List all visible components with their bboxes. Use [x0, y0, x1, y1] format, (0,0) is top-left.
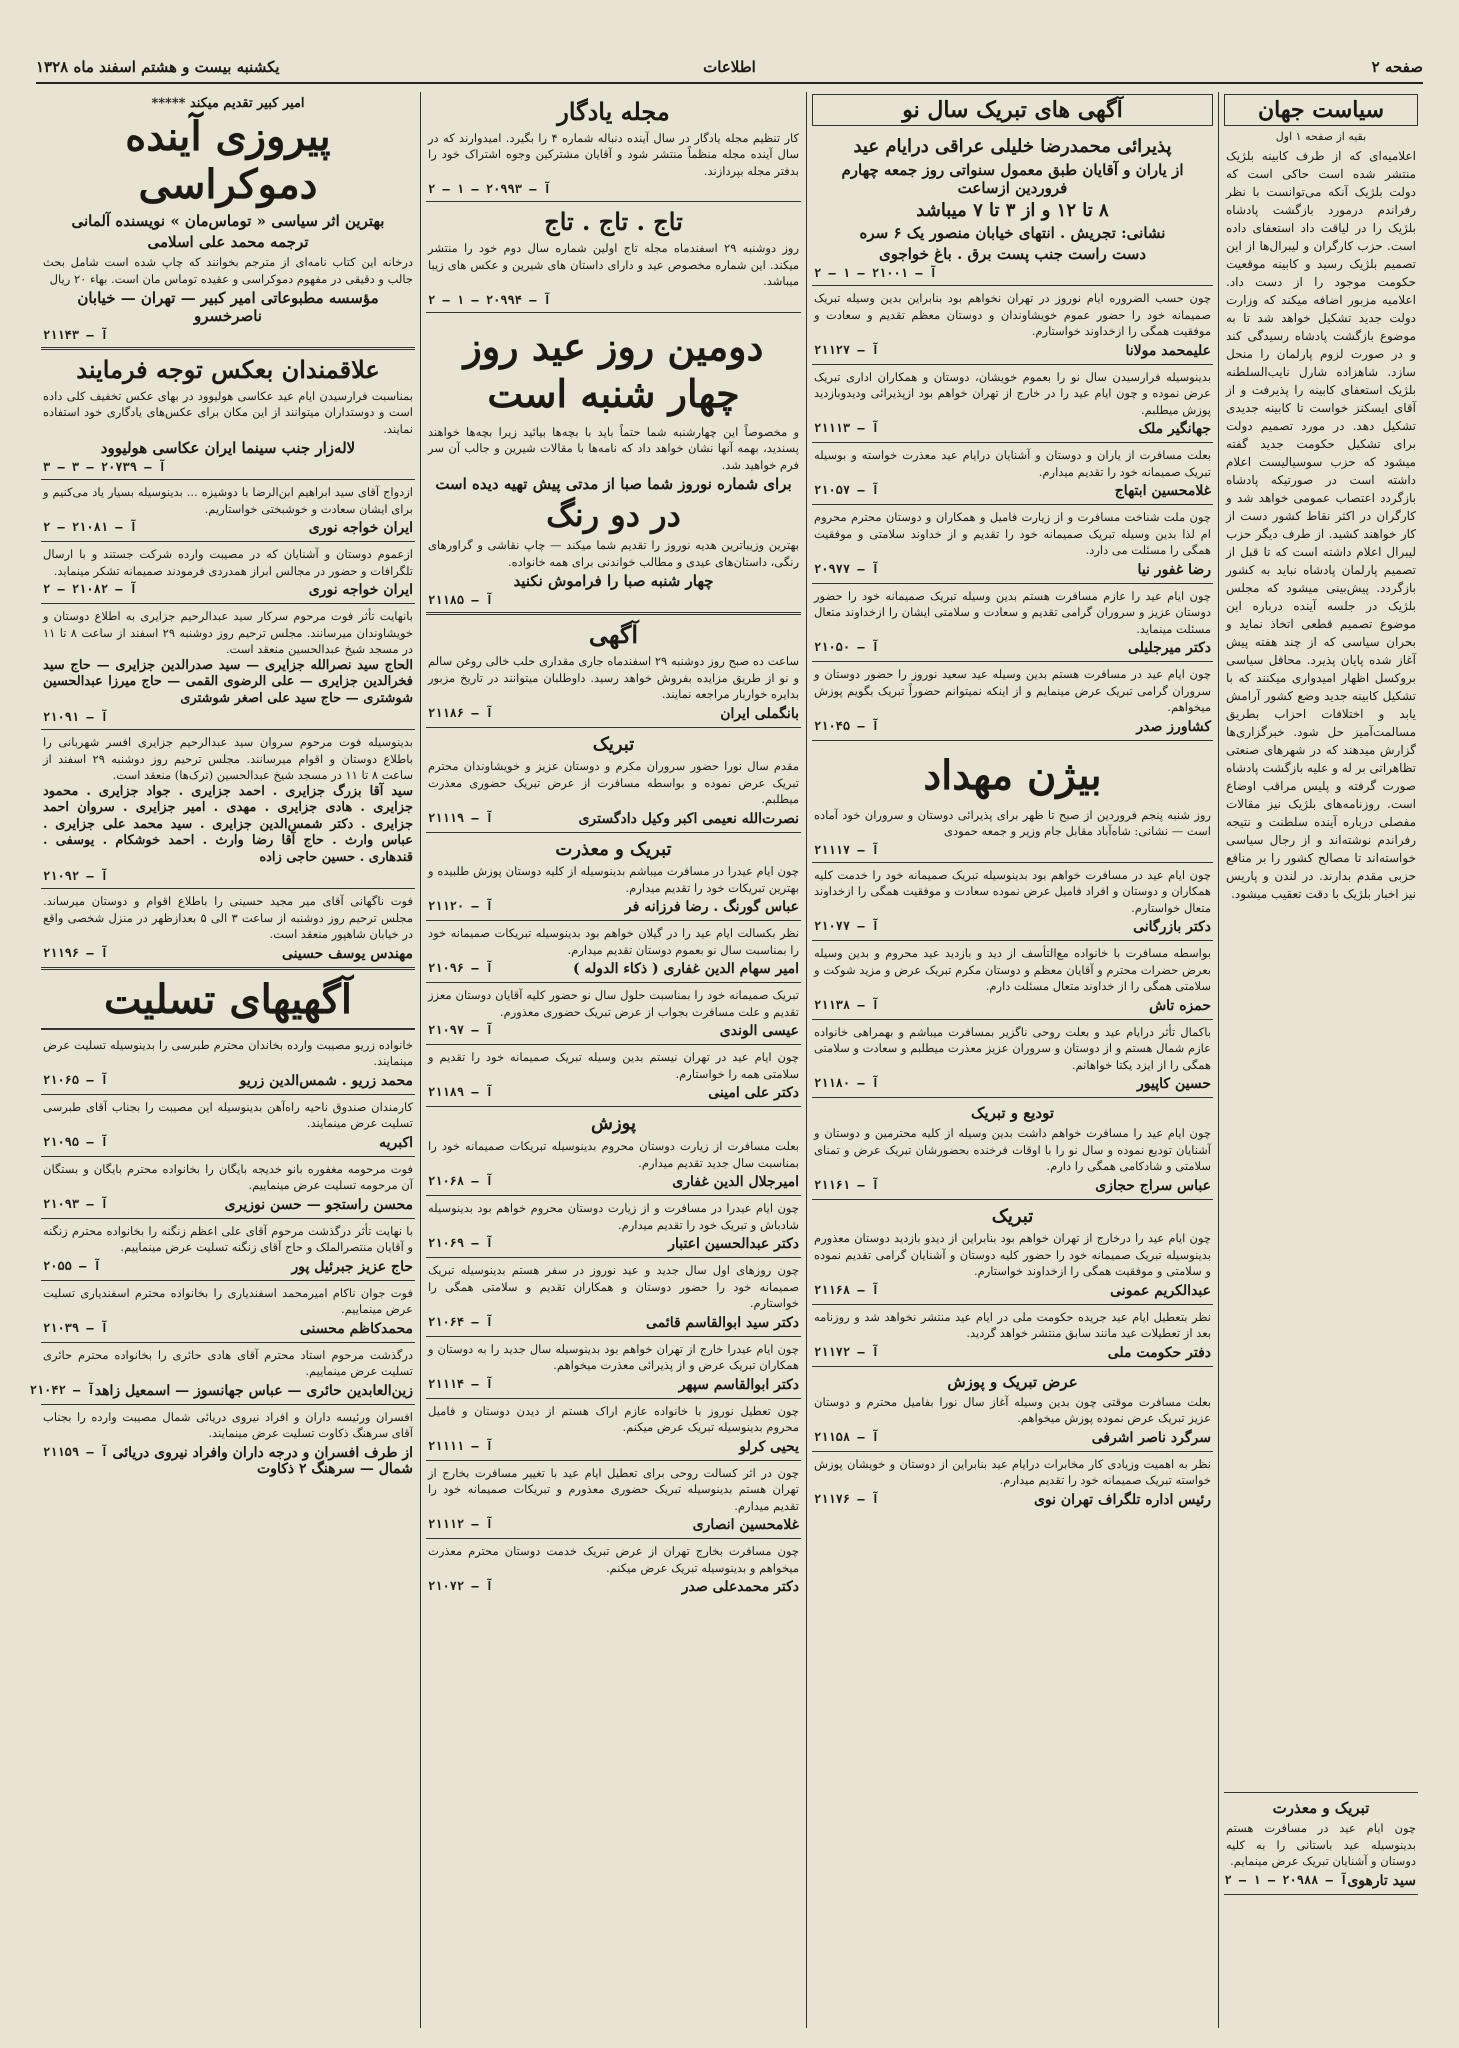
ad-magazine: [426, 92, 801, 202]
ad-number: آ — ۲۱۱۳۸: [814, 997, 880, 1012]
ad-number: آ — ۲۱۰۸۲ — ۲: [43, 582, 137, 597]
ad-number: آ — ۲۰۹۷۷: [814, 561, 880, 576]
ad-number: آ — ۲۱۱۹۶: [43, 945, 109, 960]
ad-number: آ — ۲۰۵۵: [43, 1258, 101, 1273]
ad-greeting: [812, 1367, 1213, 1452]
ad-announcement: [41, 542, 415, 604]
ad-signature: سید تارهوی: [1347, 1872, 1416, 1889]
ad-text: چون ایام عیدرا خارج از تهران خواهم بود بدینوسیله سال جدید را به دوستان و همکاران تبریک عرض و از پذیرائی معذرت میخواهم.: [428, 1341, 799, 1373]
ad-signature: حسین کاپیور: [1137, 1076, 1211, 1093]
ad-greeting: [812, 941, 1213, 1020]
column-world-politics: [1218, 92, 1423, 2028]
ad-number: آ — ۲۱۱۴۳: [43, 328, 109, 342]
ad-number: آ — ۲۱۱۸۰: [814, 1076, 880, 1091]
ad-signature: دکتر ابوالقاسم سپهر: [678, 1376, 799, 1393]
ad-number: آ — ۲۱۱۶۸: [814, 1282, 880, 1297]
ad-text: کارمندان صندوق ناحیه راه‌آهن بدینوسیله این مصیبت را بجناب آقای طبرسی تسلیت عرض مینمایند.: [43, 1099, 413, 1131]
ad-signature: دکتر سید ابوالقاسم قائمی: [646, 1314, 799, 1331]
ad-text: باکمال تأثر درایام عید و بعلت روحی ناگزیر بمسافرت میباشم و بهمراهی خانواده عازم شمال هستم و از دوستان و سروران عزیز معذرت میطلبم و سعادت و سلامتی همگی را از ایزد یکتا خواهانم.: [814, 1024, 1211, 1072]
ad-signature: عبدالکریم عمونی: [1110, 1282, 1211, 1299]
ad-signature: مهندس یوسف حسینی: [282, 945, 413, 962]
ad-text: روز دوشنبه ۲۹ اسفندماه مجله تاج اولین شماره سال دوم خود را منتشر میکند. این شماره مخصوص عید و دارای داستان های شیرین و عکس های زیبا میباشد.: [428, 241, 799, 289]
ad-text: نظر بکسالت ایام عید را در گیلان خواهم بود بدینوسیله تبریکات صمیمانه خود را بمناسبت سال نو بعموم دوستان تقدیم میدارم.: [428, 926, 799, 957]
ad-signature: محمد زریو . شمس‌الدین زریو: [239, 1072, 413, 1089]
article-text: اعلامیه‌ای که از طرف کابینه بلژیک منتشر شده است حاکی است که دولت بلژیک آنکه می‌توانست با نظر رفراندم درمورد بازگشت پادشاه بلژیک را در لیاقت داد استعفای داده است. حزب کارگران و لیبرال‌ها از این تصمیم بلژیک رسید و کابینه موقعیت حکومت موجود را از دست داد. اعلامیه مزبور اضافه میکند که وزارت دولت جدید تشکیل خواهد شد تا به موضوع بازگشت پادشاه رسیدگی کند و در صورت لزوم پارلمان را منحل سازد. شاهزاده شارل نایب‌السلطنه بلژیک استعفای کابینه را پذیرفت و از آقای ایسکنز خواست تا کابینه جدیدی تشکیل دهد. در مورد تصمیم دولت برای تشکیل حکومت جدید گفته میشود که حزب سوسیالیست اعلام داشته است در صورتیکه پادشاه بازگردد اعتصاب عمومی خواهد شد و کارگران در اکثر نقاط کشور دست از کار خواهند کشید. از طرف دیگر حزب لیبرال اعلام داشته است که تا قبل از تصمیم پارلمان پادشاه نباید به کشور بازگردد. پیش‌بینی میشود که مجلس بلژیک در جلسه آینده درباره این موضوع تصمیم قطعی اتخاذ نماید و بحران سیاسی که از چند هفته پیش آغاز شده پایان پذیرد. محافل سیاسی بروکسل اظهار امیدواری میکنند که با تشکیل کابینه جدید وضع کشور آرامش یابد و اختلافات احزاب بطریق مسالمت‌آمیز حل شود. خبرگزاری‌ها گزارش میدهند که در شهرهای صنعتی تظاهراتی بر له و علیه بازگشت پادشاه صورت گرفته و پلیس مراقب اوضاع است. روزنامه‌های بلژیک نیز مقالات مفصلی درباره آینده سلطنت و نتیجه رفراندم نوشته‌اند و از رجال سیاسی خواسته‌اند تا مصالح کشور را بر منافع حزبی مقدم بدارند. در لندن و پاریس نیز اخبار بلژیک با دقت تعقیب میشود.: [1226, 149, 1416, 901]
ad-signature: جهانگیر ملک: [1138, 421, 1211, 438]
ad-greeting: [426, 1539, 801, 1600]
ad-number: آ — ۲۱۱۱۳: [814, 421, 880, 436]
ad-text: بانهایت تأثر فوت مرحوم سرکار سید عبدالرحیم جزایری به اطلاع دوستان و خویشاوندان میرسانند. مجلس ترحیم روز دوشنبه ۲۹ اسفند از ساعت ۸ تا ۱۱ در مسجد شیخ عبدالحسین منعقد است.: [43, 609, 414, 657]
ad-title: آگهی: [588, 620, 639, 650]
ad-text: چون ایام عید را عازم مسافرت هستم بدین وسیله تبریک صمیمانه خود را حضور دوستان عزیز و سروران گرامی تقدیم و سعادت و سلامتی ایشان را ازخداوند متعال مسئلت مینماید.: [814, 588, 1211, 636]
ad-signature: دکتر علی امینی: [708, 1085, 799, 1102]
ad-text: چون ملت شناخت مسافرت و از زیارت فامیل و همکاران و دوستان محترم محروم ام لذا بدین وسیله تبریک صمیمانه خود را تقدیم و از خداوند سلامتی و موفقیت همگی را مسئلت می دارد.: [814, 510, 1211, 558]
ad-greeting: [812, 863, 1213, 942]
ad-signature: یحیی کرلو: [739, 1438, 799, 1455]
ad-signature: دکتر عبدالحسین اعتبار: [668, 1236, 799, 1253]
columns: [29, 92, 1423, 2028]
column-greetings: [806, 92, 1218, 2028]
ad-magazine: [426, 202, 801, 312]
ad-condolence: [29, 1343, 415, 1405]
ad-signature: زین‌العابدین حائری — عباس جهانسوز — اسمعیل زاهد: [94, 1382, 413, 1399]
ad-number: آ — ۲۱۰۸۱ — ۲: [43, 520, 137, 535]
ad-number: آ — ۲۰۹۸۸ — ۱ — ۲: [1224, 1872, 1348, 1887]
masthead: [36, 56, 1423, 84]
ad-title: تبریک: [592, 733, 635, 755]
ad-text: کار تنظیم مجله یادگار در سال آینده دنباله شماره ۴ را بگیرد. امیدوارند که در سال آینده مجله منظماً منتشر شود و آقایان مشترکین وجوه اشتراک خود را بدفتر مجله بپردازند.: [428, 130, 799, 178]
ad-text: و مخصوصاً این چهارشنبه شما حتماً باید با بچه‌ها بیائید زیرا بچه‌ها خواهند پسندید، بهمه آنها نشان خواهد داد که نامه‌ها با مقالات شیرین و جالب آن سر فرم خواهید شد.: [428, 424, 799, 472]
ad-text: چون حسب الضروره ایام نوروز در تهران نخواهم بود بنابراین بدین وسیله تبریک صمیمانه خود را حضور عموم خویشاوندان و دوستان معظم تقدیم و سعادت و موفقیت همگی را ازخداوند خواستارم.: [814, 291, 1211, 339]
ad-text: بدینوسیله فوت مرحوم سروان سید عبدالرحیم جزایری افسر شهربانی را باطلاع دوستان و اقوام میرسانند. مجلس ترحیم روز دوشنبه ۲۹ اسفند از ساعت ۸ تا ۱۱ در مسجد شیخ عبدالحسین (ترک‌ها) منعقد است.: [43, 735, 413, 783]
ad-signature: غلامحسین انصاری: [692, 1517, 799, 1534]
ad-line: از یاران و آقایان طبق معمول سنواتی روز جمعه چهارم فروردین ازساعت: [841, 160, 1184, 197]
ad-text: روز شنبه پنجم فروردین از صبح تا ظهر برای پذیرائی دوستان و سروران خود آماده است — نشانی: شاه‌آباد مقابل جام وزیر و جمعه حمودی: [814, 807, 1211, 839]
ad-number: آ — ۲۱۰۹۳: [43, 1196, 109, 1211]
ad-greeting: [812, 1020, 1213, 1099]
ad-greeting: [426, 1196, 801, 1258]
ad-signature: حاج عزیز جبرئیل پور: [291, 1258, 413, 1275]
ad-number: آ — ۲۱۱۲۷: [814, 342, 880, 357]
ad-signature: دکتر میرجلیلی: [1128, 640, 1211, 657]
ad-signature: محمدکاظم محسنی: [299, 1320, 413, 1337]
ad-number: آ — ۲۰۹۹۳ — ۱ — ۲: [428, 182, 551, 197]
ad-greeting: [426, 1399, 801, 1461]
ad-greeting: [812, 505, 1213, 584]
ad-signature: سرگرد ناصر اشرفی: [1091, 1429, 1211, 1446]
ad-obituary: [41, 604, 415, 730]
ad-greeting: [426, 1045, 801, 1107]
section-title: سیاست جهان: [1224, 94, 1418, 126]
banner-name: بیژن مهداد: [923, 751, 1102, 799]
book-subtitle: بهترین اثر سیاسی « توماس‌مان » نویسنده آلمانی: [71, 212, 385, 230]
ad-number: آ — ۲۰۹۹۴ — ۱ — ۲: [428, 292, 551, 307]
publisher: مؤسسه مطبوعاتی امیر کبیر — تهران — خیابان ناصرخسرو: [77, 289, 379, 325]
ad-text: نظر به اهمیت وزیادی کار مخابرات درایام عید بنابراین از دوستان و خویشان پوزش خواسته تبریک صمیمانه خود را تقدیم میدارم.: [814, 1456, 1211, 1488]
ad-title: تبریک و معذرت: [555, 838, 672, 860]
ad-reception: [812, 130, 1213, 286]
ad-text: چون مسافرت بخارج تهران از عرض تبریک خدمت دوستان محترم معذرت میخواهم و بدینوسیله تبریک عرض میکنم.: [428, 1544, 799, 1575]
ad-text: چون ایام عید در مسافرت خواهم بود بدینوسیله تبریک صمیمانه خود را خدمت کلیه همکاران و دوستان و افراد فامیل عرض نموده سعادت و موفقیت همگی را ازخداوند متعال خواستارم.: [814, 867, 1211, 915]
ad-signature: دکتر محمدعلی صدر: [681, 1579, 799, 1596]
ad-text: خانواده زریو مصیبت وارده بخاندان محترم طبرسی را بدینوسیله تسلیت عرض مینمایند.: [43, 1037, 413, 1069]
ad-signature: سید آقا بزرگ جزایری . احمد جزایری . جواد جزایری . محمود جزایری . هادی جزایری . مهدی . امیر جزایری . سروان احمد جزایری . دکتر شمس‌الدین جزایری . سید محمد علی جزایری . عباس وارث . حاج آقا رضا وارث . احمد خوشکام . یوسفی . قندهاری . حسین حاجی زاده: [43, 783, 413, 865]
ad-signature: محسن راستجو — حسن نوزیری: [224, 1196, 413, 1213]
ad-number: آ — ۲۱۱۶۱: [814, 1177, 880, 1192]
ad-signature: نصرت‌الله نعیمی اکبر وکیل دادگستری: [578, 810, 799, 827]
ad-title: پوزش: [591, 1113, 636, 1135]
ad-text: بواسطه مسافرت با خانواده مع‌التأسف از دید و بازدید عید محروم و بدین وسیله بعرض حضرات محترم و آقایان معظم و دوستان مکرم تبریک عرض و مزید شوکت و سلامتی همگی را از خداوند متعال مسئلت دارم.: [814, 946, 1211, 994]
ad-text: ساعت ده صبح روز دوشنبه ۲۹ اسفندماه جاری مقداری حلب خالی روغن سالم و نو از طریق مزایده بفروش خواهد رسید. داوطلبان میتوانند در تاریخ مزبور بدایره خواربار مراجعه نمایند.: [428, 654, 799, 702]
ad-text: درخانه این کتاب نامه‌ای از مترجم بخوانند که چاپ شده است شامل بحث جالب و دقیقی در مفهوم دموکراسی و عقیده توماس مان است. بهاء ۲۰ ریال: [43, 255, 413, 286]
ad-signature: امیرجلال الدین غفاری: [672, 1174, 799, 1191]
ad-greeting: [426, 921, 801, 983]
ad-greeting: [426, 833, 801, 922]
ad-number: آ — ۲۱۰۷۲: [428, 1579, 494, 1594]
ad-text: تبریک صمیمانه خود را بمناسبت حلول سال نو حضور کلیه آقایان دوستان معزز تقدیم و علت مسافرت بجواب از عرض تبریک حضوری معذورم.: [428, 988, 799, 1019]
ad-text: فوت جوان ناکام امیرمحمد اسفندیاری را بخانواده محترم اسفندیاری تسلیت عرض مینماییم.: [43, 1285, 413, 1317]
ad-number: آ — ۲۱۱۱۱: [428, 1438, 494, 1453]
ad-signature: دکتر بازرگانی: [1133, 919, 1211, 936]
column-books-obituaries: [29, 92, 420, 2028]
ad-number: آ — ۲۱۰۹۲: [43, 869, 109, 884]
ad-banner: [812, 741, 1213, 863]
ad-line: نشانی: تجریش . انتهای خیابان منصور یک ۶ سره: [859, 224, 1166, 243]
ad-condolence: [41, 1033, 415, 1095]
ad-number: آ — ۲۱۰۹۵: [43, 1134, 109, 1149]
ad-number: آ — ۲۱۰۶۴: [428, 1314, 494, 1329]
ad-text: ازعموم دوستان و آشنایان که در مصیبت وارده شرکت جستند و با ارسال تلگرافات و حضور در مجالس ابراز همدردی فرمودند صمیمانه تشکر مینماید.: [43, 547, 413, 578]
ad-text: بعلت مسافرت از یاران و دوستان و آشنایان درایام عید معذرت خواسته و بوسیله تبریک صمیمانه خود را تقدیم میدارم.: [814, 448, 1211, 479]
ad-signature: عباس گورنگ . رضا فرزانه فر: [624, 899, 799, 916]
ad-signature: عباس سراج حجازی: [1095, 1177, 1211, 1194]
ad-text: بعلت مسافرت از زیارت دوستان محروم بدینوسیله تبریکات صمیمانه خود را بمناسبت سال جدید تقدیم میدارم.: [428, 1139, 799, 1170]
ad-signature: از طرف افسران و درجه داران وافراد نیروی دریائی شمال — سرهنگ ۲ ذکاوت: [112, 1444, 413, 1477]
ad-greeting: [1224, 1793, 1418, 1895]
column-center: [420, 92, 806, 2028]
ad-title: تبریک و معذرت: [1272, 1799, 1370, 1817]
ad-text: چون تعطیل نوروز با خانواده عازم اراک هستم از دیدن دوستان و فامیل محروم بدینوسیله تبریک عرض میکنم.: [428, 1403, 799, 1435]
page-number: صفحه ۲: [1371, 58, 1423, 76]
ad-number: آ — ۲۱۰۷۷: [814, 919, 880, 934]
book-translator: ترجمه محمد علی اسلامی: [147, 233, 309, 251]
ad-notice: [426, 615, 801, 727]
ad-number: آ — ۲۱۰۹۷: [428, 1023, 494, 1038]
ad-text: چون ایام عیدرا در مسافرت میباشم بدینوسیله از کلیه دوستان پوزش طلبیده و بهترین تبریکات خود را تقدیم میدارم.: [428, 864, 799, 895]
ad-title: مجله یادگار: [557, 97, 670, 126]
ad-greeting: [812, 662, 1213, 741]
newspaper-name: اطلاعات: [703, 58, 756, 76]
article-body: [1224, 143, 1418, 1793]
ad-text: فوت ناگهانی آقای میر مجید حسینی را باطلاع اقوام و دوستان میرساند. مجلس ترحیم روز دوشنبه از ساعت ۳ الی ۵ بعدازظهر در منزل شخصی واقع در خیابان شاهپور منعقد است.: [43, 894, 413, 942]
ad-condolence: [41, 1157, 415, 1219]
ad-number: آ — ۲۱۰۵۰: [814, 640, 880, 655]
ad-greeting: [426, 1258, 801, 1337]
ad-number: آ — ۲۱۱۸۶: [428, 705, 494, 720]
ad-title: تاج . تاج . تاج: [544, 207, 683, 237]
condolence-section-title: آگهیهای تسلیت: [41, 972, 415, 1030]
ad-number: آ — ۲۱۰۹۶: [428, 961, 494, 976]
ad-text: نظر بتعطیل ایام عید جریده حکومت ملی در ایام عید منتشر نخواهد شد و روزنامه بعد از تعطیلات عید مانند سابق منتشر خواهد گردید.: [814, 1309, 1211, 1341]
section-header: آگهی های تبریک سال نو: [812, 94, 1213, 126]
ad-text: بمناسبت فرارسیدن ایام عید عکاسی هولیوود در بهای عکس تخفیف کلی داده است و دوستداران میتوانند از این مکان برای عکس‌های یادگاری خود استفاده نمایند.: [43, 388, 413, 436]
ad-title: علاقمندان بعکس توجه فرمایند: [76, 355, 380, 384]
ad-text: ازدواج آقای سید ابراهیم ابن‌الرضا با دوشیزه ... بدینوسیله بسیار یاد می‌کنیم و برای ایشان سعادت و خوشبختی خواستاریم.: [43, 485, 413, 516]
ad-condolence: [41, 1095, 415, 1157]
ad-greeting: [426, 728, 801, 833]
ad-greeting: [812, 1200, 1213, 1305]
ad-signature: امیر سهام الدین غفاری ( ذکاء الدوله ): [572, 961, 799, 978]
ad-text: بدینوسیله فرارسیدن سال نو را بعموم خویشان، دوستان و همکاران اداری تبریک عرض نموده و چون ایام عید را در خارج از تهران خواهم بود ازپذیرائی ودیدوبازدید پوزش میطلبم.: [814, 369, 1211, 417]
ad-number: آ — ۲۱۱۵۸: [814, 1429, 880, 1444]
ad-text: بعلت مسافرت موقتی چون بدین وسیله آغاز سال نورا بفامیل محترم و دوستان عزیز تبریک عرض نموده پوزش میخواهم.: [814, 1394, 1211, 1426]
ad-greeting: [426, 1461, 801, 1540]
ad-number: آ — ۲۱۰۵۷: [814, 483, 880, 498]
ad-number: آ — ۲۱۱۱۷: [814, 842, 880, 857]
ad-text: درگذشت مرحوم استاد محترم آقای هادی حائری را بخانواده محترم حائری تسلیت عرض مینماییم.: [43, 1347, 413, 1379]
ad-signature: ایران خواجه نوری: [308, 582, 413, 599]
ad-signature: الحاج سید نصرالله جزایری — سید صدرالدین جزایری — حاج سید فخرالدین جزایری — علی الرضوی القمی — حاج میرزا عبدالحسین شوشتری — حاج سید علی اصغر شوشتری: [43, 657, 413, 706]
ad-greeting: [812, 584, 1213, 663]
ad-obituary: [41, 730, 415, 889]
ad-signature: ایران خواجه نوری: [308, 520, 413, 537]
ad-greeting: [812, 365, 1213, 444]
ad-greeting: [426, 983, 801, 1045]
ad-number: آ — ۲۱۰۰۱ — ۱ — ۲: [814, 266, 937, 281]
ad-greeting: [812, 1452, 1213, 1513]
publisher-tagline: امیر کبیر تقدیم میکند *****: [151, 96, 305, 111]
ad-text: چون ایام عید در مسافرت هستم بدینوسیله عید باستانی را به کلیه دوستان و آشنایان تبریک عرض مینمایم.: [1226, 1821, 1416, 1868]
ad-signature: اکبریه: [379, 1134, 413, 1151]
ad-signature: عیسی الوندی: [719, 1023, 799, 1040]
ad-text: افسران ورئیسه داران و افراد نیروی دریائی شمال مصیبت وارده را بجناب آقای سرهنگ ذکاوت تسلیت عرض مینمایند.: [43, 1409, 413, 1441]
ad-signature: علیمحمد مولانا: [1125, 342, 1211, 359]
ad-text: با نهایت تأثر درگذشت مرحوم آقای علی اعظم زنگنه را بخانواده محترم زنگنه و آقایان منتصرالملک و حاج آقای زنگنه تسلیت عرض مینماییم.: [43, 1223, 413, 1255]
ad-obituary: [41, 889, 415, 970]
issue-date: یکشنبه بیست و هشتم اسفند ماه ۱۳۲۸: [36, 58, 280, 76]
ad-signature: دفتر حکومت ملی: [1107, 1344, 1211, 1361]
ad-greeting: [426, 1107, 801, 1196]
ad-number: آ — ۲۱۰۹۱: [43, 710, 109, 725]
ad-title: تودیع و تبریک: [970, 1104, 1055, 1123]
ad-number: آ — ۲۱۱۷۶: [814, 1491, 880, 1506]
banner-headline: دومین روز عید روز چهار شنبه است: [463, 323, 764, 417]
ad-line: ۸ تا ۱۲ و از ۳ تا ۷ میباشد: [916, 199, 1109, 221]
ad-signature: لاله‌زار جنب سینما ایران عکاسی هولیوود: [100, 439, 356, 458]
book-title: پیروزی آینده دموکراسی: [125, 113, 331, 208]
ad-text: مقدم سال نورا حضور سروران مکرم و دوستان عزیز و خویشاوندان محترم تبریک عرض نموده و بواسطه مسافرت از عرض تبریک حضوری معذرت میطلبم.: [428, 759, 799, 807]
ad-saba: [426, 313, 801, 616]
ad-number: آ — ۲۱۰۴۲: [29, 1382, 95, 1397]
ad-number: آ — ۲۱۱۵۹: [43, 1444, 109, 1459]
ad-number: آ — ۲۱۰۶۸: [428, 1174, 494, 1189]
ad-text: چون ایام عید در مسافرت هستم بدین وسیله عید سعید نوروز را حضور دوستان و سروران گرامی تبریک عرض مینمایم و از اینکه نمیتوانم حضوراً تبریک بگویم پوزش میخواهم.: [814, 667, 1211, 715]
ad-slogan: چهار شنبه صبا را فراموش نکنید: [513, 572, 714, 591]
ad-notice: [812, 1305, 1213, 1367]
continued-note: بقیه از صفحه ۱ اول: [1275, 130, 1367, 143]
ad-signature: کشاورز صدر: [1136, 718, 1211, 735]
ad-line: دست راست جنب پست برق . باغ خواجوی: [878, 245, 1146, 264]
ad-number: آ — ۲۱۰۶۵: [43, 1072, 109, 1087]
ad-signature: غلامحسین ابتهاج: [1114, 483, 1211, 500]
ad-text: چون در اثر کسالت روحی برای تعطیل ایام عید با تغییر مسافرت بخارج از تهران هستم بدینوسیله تبریک حضوری معذورم و تبریکات صمیمانه خود را تقدیم میدارم.: [428, 1465, 799, 1513]
ad-number: آ — ۲۱۱۱۴: [428, 1376, 494, 1391]
ad-number: آ — ۲۱۱۸۵: [428, 593, 494, 608]
ad-text: چون روزهای اول سال جدید و عید نوروز در سفر هستم بدینوسیله تبریک صمیمانه خود را حضور دوستان و همکاران تقدیم و سلامتی همگی را خواستارم.: [428, 1263, 799, 1311]
ad-number: آ — ۲۰۷۳۹ — ۳ — ۳: [43, 460, 166, 475]
ad-subtitle: برای شماره نوروز شما صبا از مدتی پیش تهیه دیده است: [435, 475, 792, 494]
ad-text: چون ایام عیدرا در مسافرت و از زیارت دوستان محروم خواهم بود بدینوسیله شادباش و تبریک خود را تقدیم میدارم.: [428, 1201, 799, 1232]
ad-signature: رضا غفور نیا: [1137, 561, 1211, 578]
ad-banner: در دو رنگ: [546, 496, 681, 535]
ad-number: آ — ۲۱۱۲۰: [428, 899, 494, 914]
ad-announcement: [41, 480, 415, 542]
ad-signature: رئیس اداره تلگراف تهران نوی: [1033, 1491, 1211, 1508]
ad-signature: بانگملی ایران: [720, 705, 799, 722]
ad-condolence: [41, 1219, 415, 1281]
ad-text: چون ایام عید در تهران نیستم بدین وسیله تبریک صمیمانه خود را تقدیم و سلامتی همه را خواستارم.: [428, 1050, 799, 1081]
ad-number: آ — ۲۱۰۶۹: [428, 1236, 494, 1251]
ad-line: پذیرائی محمدرضا خلیلی عراقی درایام عید: [853, 136, 1172, 157]
ad-title: تبریک: [991, 1205, 1034, 1227]
ad-number: آ — ۲۱۰۴۵: [814, 718, 880, 733]
ad-book: [41, 92, 415, 350]
ad-greeting: [812, 286, 1213, 365]
ad-greeting: [812, 443, 1213, 505]
ad-greeting: [426, 1337, 801, 1399]
ad-number: آ — ۲۱۰۳۹: [43, 1320, 109, 1335]
ad-text: چون ایام عید را درخارج از تهران خواهم بود بنابراین از دیدو بازدید دوستان معذورم بدینوسیله تبریک صمیمانه خود را حضور کلیه دوستان و آشنایان گرامی تقدیم نموده و سلامتی و موفقیت همگی را ازخداوند خواستارم.: [814, 1231, 1211, 1279]
ad-number: آ — ۲۱۱۱۹: [428, 810, 494, 825]
ad-number: آ — ۲۱۱۷۲: [814, 1344, 880, 1359]
ad-photo-studio: [41, 350, 415, 480]
ad-text: فوت مرحومه مغفوره بانو خدیجه بایگان را بخانواده محترم بایگان و بستگان آن مرحومه تسلیت عرض مینماییم.: [43, 1161, 413, 1193]
ad-text: چون ایام عید را مسافرت خواهم داشت بدین وسیله از کلیه محترمین و دوستان و آشنایان تودیع نموده و سال نو را با اوقات فرخنده بحضورشان تبریک عرض و تمنای سلامتی و شادکامی همگی را دارم.: [814, 1126, 1211, 1174]
ad-title: عرض تبریک و پوزش: [947, 1372, 1078, 1391]
ad-condolence: [41, 1281, 415, 1343]
ad-text: بهترین وزیباترین هدیه نوروز را تقدیم شما میکند — چاپ نقاشی و گراورهای رنگی، داستان‌های عیدی و مطالب خواندنی برای همه خانواده.: [428, 538, 799, 569]
ad-signature: حمزه تاش: [1149, 997, 1211, 1014]
ad-condolence: [41, 1405, 415, 1482]
ad-number: آ — ۲۱۱۸۹: [428, 1085, 494, 1100]
ad-greeting: [812, 1098, 1213, 1200]
ad-number: آ — ۲۱۱۱۲: [428, 1517, 494, 1532]
